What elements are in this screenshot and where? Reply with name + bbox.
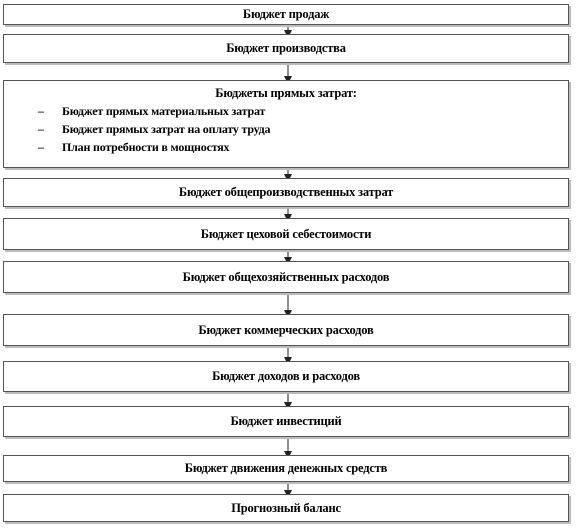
bullet-dash: – xyxy=(38,122,44,136)
box-general-expenses-budget: Бюджет общехозяйственных расходов xyxy=(3,261,569,293)
direct-costs-item xyxy=(4,102,568,120)
direct-costs-item-label: Бюджет прямых затрат на оплату труда xyxy=(62,122,271,136)
box-investment-budget: Бюджет инвестиций xyxy=(3,406,569,437)
box-shop-cost-budget: Бюджет цеховой себестоимости xyxy=(3,218,569,250)
bullet-dash: – xyxy=(38,140,44,154)
direct-costs-title: Бюджеты прямых затрат: xyxy=(215,86,357,100)
box-income-expenses-budget: Бюджет доходов и расходов xyxy=(3,361,569,392)
box-cash-flow-budget: Бюджет движения денежных средств xyxy=(3,455,569,482)
box-sales-budget: Бюджет продаж xyxy=(3,4,569,25)
box-forecast-balance: Прогнозный баланс xyxy=(3,494,569,522)
box-overhead-production-budget: Бюджет общепроизводственных затрат xyxy=(3,178,569,207)
direct-costs-item-label: Бюджет прямых материальных затрат xyxy=(62,104,266,118)
direct-costs-item xyxy=(4,138,568,156)
box-direct-costs-budgets xyxy=(3,80,569,168)
direct-costs-item xyxy=(4,120,568,138)
direct-costs-item-label: План потребности в мощностях xyxy=(62,140,230,154)
box-commercial-expenses-budget: Бюджет коммерческих расходов xyxy=(3,314,569,346)
box-production-budget: Бюджет производства xyxy=(3,34,569,63)
bullet-dash: – xyxy=(38,104,44,118)
